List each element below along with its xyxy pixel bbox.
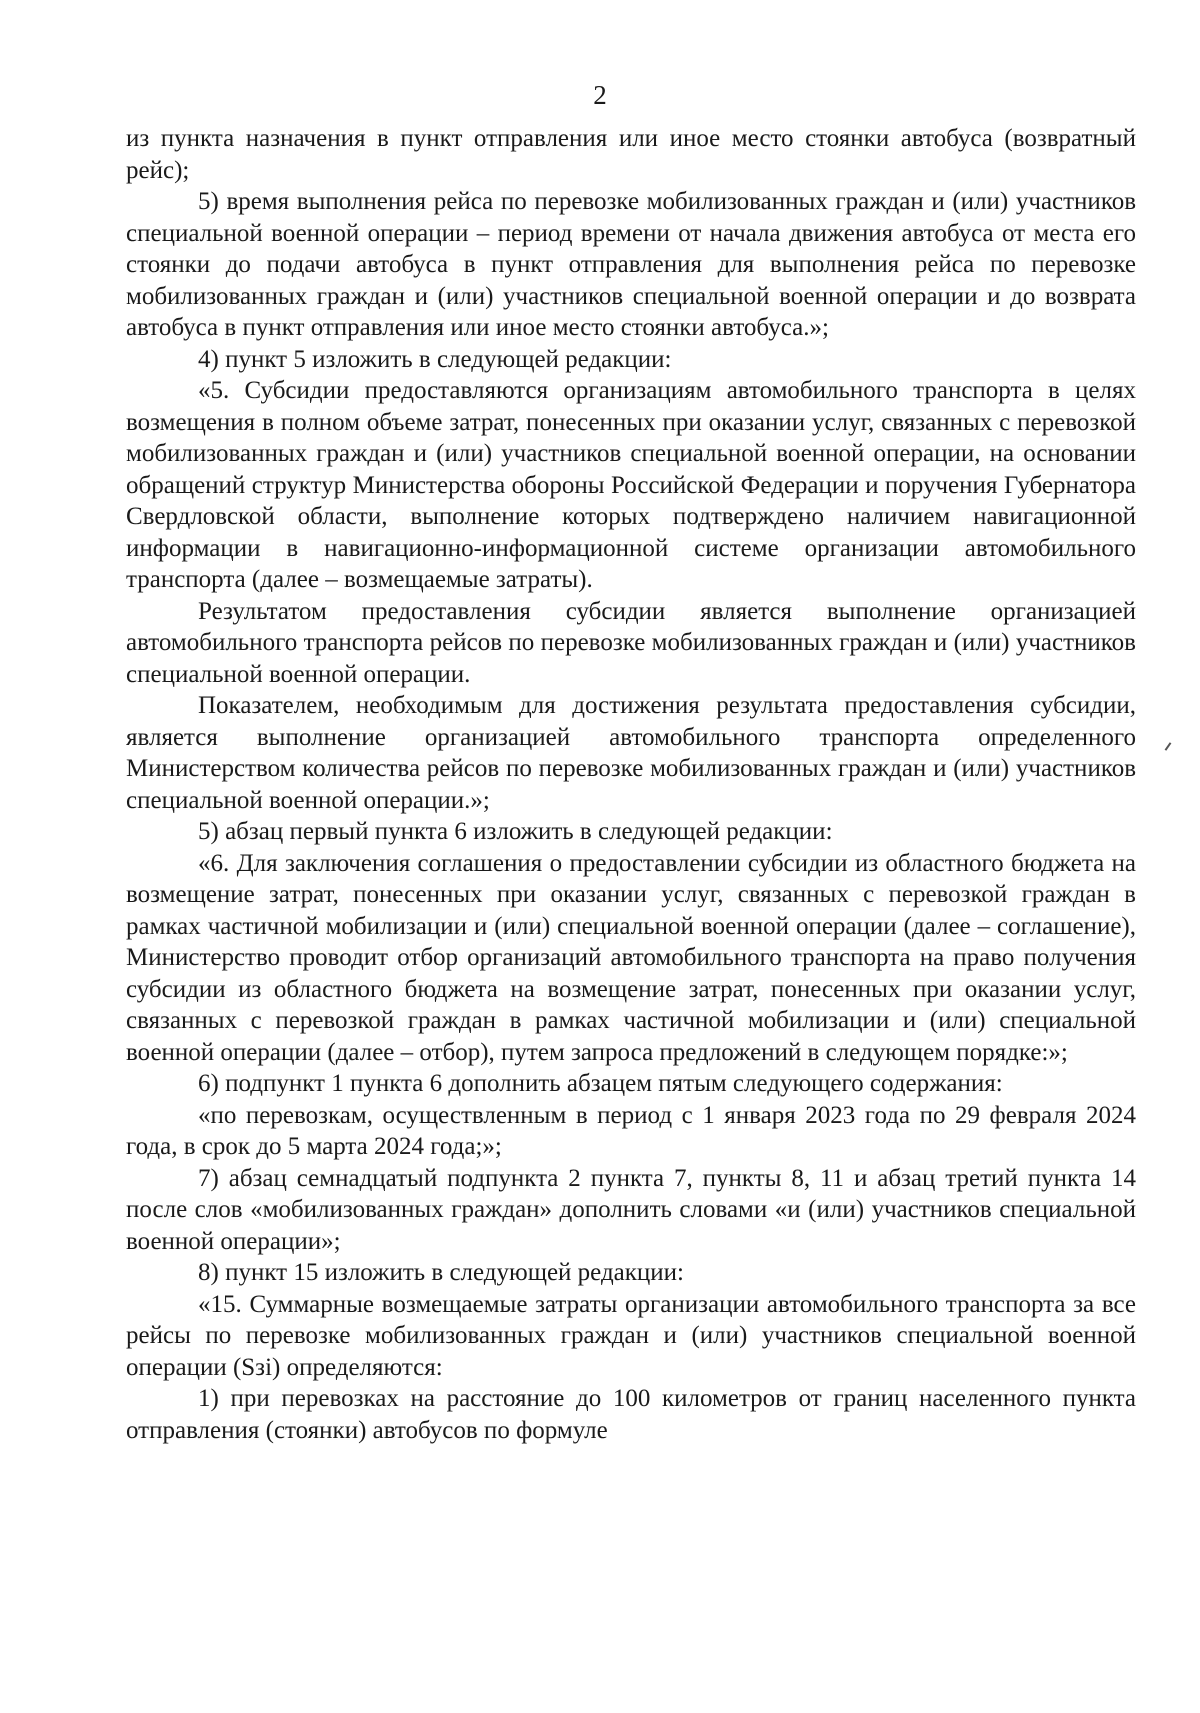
- paragraph-deadline: «по перевозкам, осуществленным в период с 1 января 2023 года по 29 февраля 2024 года, в срок до 5 марта 2024 года;»;: [126, 1101, 1136, 1160]
- paragraph-amend-8: 8) пункт 15 изложить в следующей редакции:: [198, 1259, 684, 1286]
- paragraph-amend-6: 6) подпункт 1 пункта 6 дополнить абзацем пятым следующего содержания:: [198, 1070, 1003, 1097]
- paragraph-item-5-trip-time: 5) время выполнения рейса по перевозке мобилизованных граждан и (или) участников специальной военной операции – период времени от начала движения автобуса от места его стоянки до подачи автобуса в пункт отправления для выполнения рейса по перевозке мобилизованных граждан и (или) участников специальной военной операции и до возврата автобуса в пункт отправления или иное место стоянки автобуса.»;: [126, 188, 1136, 341]
- scan-mark: [1165, 742, 1172, 751]
- paragraph-subclause-1: 1) при перевозках на расстояние до 100 километров от границ населенного пункта отправления (стоянки) автобусов по формуле: [126, 1385, 1136, 1444]
- paragraph-amend-4: 4) пункт 5 изложить в следующей редакции:: [198, 345, 672, 373]
- paragraph-continuation: из пункта назначения в пункт отправления или иное место стоянки автобуса (возвратный рейс);: [126, 125, 1136, 184]
- paragraph-amend-7: 7) абзац семнадцатый подпункта 2 пункта 7, пункты 8, 11 и абзац третий пункта 14 после слов «мобилизованных граждан» дополнить словами «и (или) участников специальной военной операции»;: [126, 1164, 1136, 1255]
- paragraph-indicator: Показателем, необходимым для достижения результата предоставления субсидии, является выполнение организацией автомобильного транспорта определенного Министерством количества рейсов по перевозке мобилизованных граждан и (или) участников специальной военной операции.»;: [126, 692, 1136, 814]
- paragraph-result: Результатом предоставления субсидии является выполнение организацией автомобильного транспорта рейсов по перевозке мобилизованных граждан и (или) участников специальной военной операции.: [126, 597, 1136, 688]
- document-body: [126, 123, 1136, 1446]
- paragraph-clause-15: «15. Суммарные возмещаемые затраты организации автомобильного транспорта за все рейсы по перевозке мобилизованных граждан и (или) участников специальной военной операции (Sзi) определяются:: [126, 1290, 1136, 1381]
- page-number: 2: [593, 80, 607, 110]
- paragraph-clause-5: «5. Субсидии предоставляются организациям автомобильного транспорта в целях возмещения в полном объеме затрат, понесенных при оказании услуг, связанных с перевозкой мобилизованных граждан и (или) участников специальной военной операции, на основании обращений структур Министерства обороны Российской Федерации и поручения Губернатора Свердловской области, выполнение которых подтверждено наличием навигационной информации в навигационно-информационной системе организации автомобильного транспорта (далее – возмещаемые затраты).: [126, 377, 1136, 593]
- paragraph-clause-6: «6. Для заключения соглашения о предоставлении субсидии из областного бюджета на возмещение затрат, понесенных при оказании услуг, связанных с перевозкой граждан в рамках частичной мобилизации и (или) специальной военной операции (далее – соглашение), Министерство проводит отбор организаций автомобильного транспорта на право получения субсидии из областного бюджета на возмещение затрат, понесенных при оказании услуг, связанных с перевозкой граждан в рамках частичной мобилизации и (или) специальной военной операции (далее – отбор), путем запроса предложений в следующем порядке:»;: [126, 849, 1136, 1066]
- paragraph-amend-5: 5) абзац первый пункта 6 изложить в следующей редакции:: [198, 818, 833, 845]
